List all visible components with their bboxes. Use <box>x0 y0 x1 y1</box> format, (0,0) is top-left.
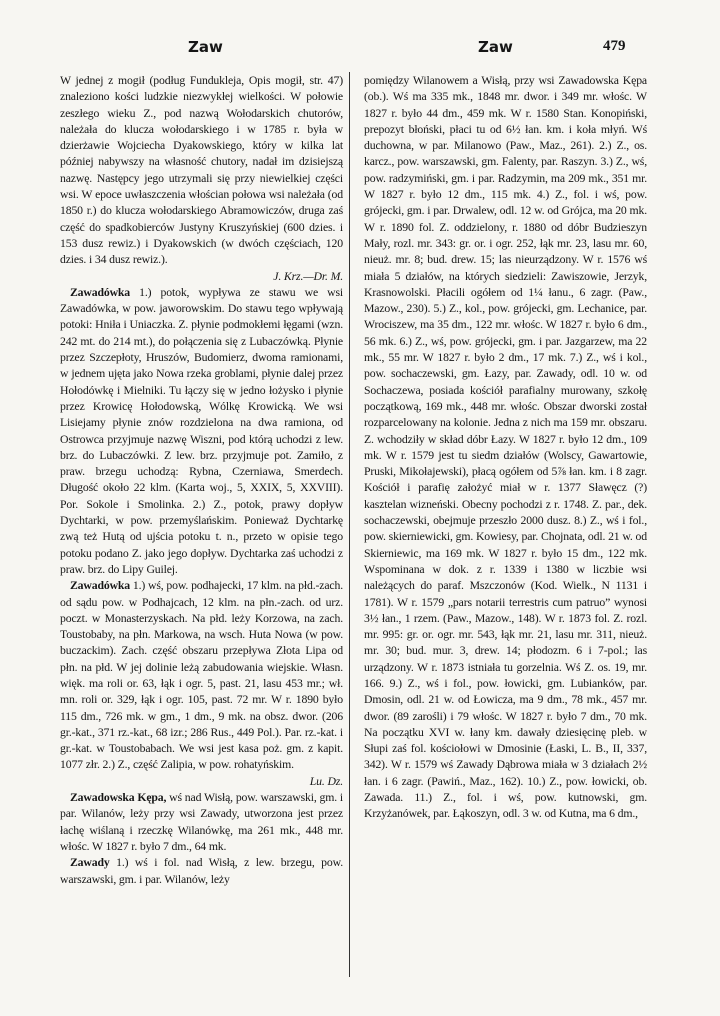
entry-headword: Zawadówka <box>70 285 131 299</box>
entry-body: 1.) potok, wypływa ze stawu we wsi Zawadówka, w pow. jaworowskim. Do stawu tego wpływają potoki: Hniła i Uniaczka. Z. płynie podmokłemi łęgami (wzn. 242 mt. do 214 mt.), do połączenia się z Lubaczówką. Płynie przez Szczepłoty, Hruszów, Budomierz, dwoma ramionami, w jednem ujęta jako Nowa rzeka groblami, płynie dalej przez Hołodówkę i Mielniki. Tu łączy się w jedno łożysko i płynie przez Krowicę Hołodowską, Wólkę Krowicką. We wsi Lisiejamy płynie znów rozdzielona na dwa ramiona, od Ostrowca przyjmuje nazwę Wiszni, pod którą uchodzi z lew. brz. do Lubaczówki. Z lew. brz. przyjmuje pot. Zamiło, z praw. brzegu uchodzą: Rybna, Czerniawa, Smerdech. Długość około 22 klm. (Karta woj., 5, XXIX, 5, XXVIII). Por. Sokole i Smolinka. 2.) Z., potok, prawy dopływ Dychtarki, w pow. przemyślańskim. Ponieważ Dychtarkę zwą też Hutą od ujścia potoku t. n., przeto w opisie tego potoku podano Z. jako jego dopływ. Dychtarka zaś uchodzi z praw. brz. do Lipy Guilej. <box>60 285 343 576</box>
entry-headword: Zawady <box>70 856 110 870</box>
paragraph-continuation: W jednej z mogił (podług Fundukleja, Opis mogił, str. 47) znaleziono kości ludzkie niezwykłej wielkości. W połowie zeszłego wieku Z., pod nazwą Wołodarskich chutorów, należała do klucza wołodarskiego i w 1785 r. była w dzierżawie Wojciecha Dyakowskiego, który w kilka lat później nabywszy na własność chutory, nadał im dzisiejszą nazwę. Następcy jego utrzymali się przy niewielkiej części wsi. W epoce uwłaszczenia włościan połowa wsi należała (od 1850 r.) do klucza wołodarskiego Abramowiczów, druga zaś część do spadkobierców Justyny Kruszyńskiej (600 dzies. i 153 dusz rewiz.) i Dyakowskich (w dwóch częściach, 120 dzies. i 34 dusz rewiz.). <box>60 74 343 267</box>
author-signature: Lu. Dz. <box>309 774 343 788</box>
entry-zawady-continued: pomiędzy Wilanowem a Wisłą, przy wsi Zawadowska Kępa (ob.). Wś ma 335 mk., 1848 mr. dwor. i 349 mr. włośc. W 1827 r. było 44 dm., 459 mk. W r. 1580 Stan. Konopiński, prepozyt błoński, płaci tu od 6½ łan. km. i koła młyń. Wś duchowna, w par. Milanowo (Paw., Maz., 261). 2.) Z., os. karcz., pow. warszawski, gm. Falenty, par. Raszyn. 3.) Z., wś, pow. radzymiński, gm. i par. Radzymin, ma 209 mk., 351 mr. W 1827 r. było 12 dm., 115 mk. 4.) Z., fol. i wś, pow. grójecki, gm. i par. Drwalew, odl. 12 w. od Grójca, ma 20 mk. W r. 1890 fol. Z. oddzielony, r. 1880 od dóbr Budzieszyn Mały, rozl. mr. 343: gr. or. i ogr. 252, łąk mr. 23, lasu mr. 60, nieuż. mr. 8; bud. drew. 15; las nieurządzony. W r. 1576 wś miała 5 działów, na których siedzieli: Zawiszowie, Jerzyk, Krasnowolski. Płacili ogółem od 1¼ łanu., 6 zagr. (Paw., Mazow., 230). 5.) Z., kol., pow. grójecki, gm. Lechanice, par. Wrociszew, ma 35 dm., 122 mr. włośc. W 1827 r. było 6 dm., 56 mk. 6.) Z., wś, pow. grójecki, gm. i par. Jazgarzew, ma 22 mk., 55 mr. W 1827 r. było 2 dm., 17 mk. 7.) Z., wś i kol., pow. sochaczewski, gm. Łazy, par. Zawady, odl. 10 w. od Sochaczewa, posiada kościół parafialny murowany, szkołę początkową, 169 mk., 448 mr. włośc. Obszar dworski został rozparcelowany na kolonie. Jedna z nich ma 159 mr. obszaru. Z. wchodziły w skład dóbr Łazy. W 1827 r. było 12 dm., 109 mk. W r. 1579 jest tu siedm działów (Wolscy, Gawartowie, Pruski, Mikołajewski), płacą ogółem od 5⅞ łan. km. i 8 zagr. Kościół i parafię założyć miał w r. 1377 Sławęcz (?) kasztelan wizneński. Obecny pochodzi z r. 1748. Z. par., dek. sochaczewski, obejmuje przeszło 2000 dusz. 8.) Z., wś i fol., pow. skierniewicki, gm. Kowiesy, par. Chojnata, odl. 21 w. od Skierniewic, ma 169 mk. W 1827 r. było 15 dm., 122 mk. Wspominana w dok. z r. 1339 i 1380 w liczbie wsi należących do paraf. Mszczonów (Kod. Wielk., N 1131 i 1781). W r. 1579 „pars notarii terrestris cum patruo” wynosi 3½ łan., 1 rzem. (Paw., Mazow., 148). W r. 1873 fol. Z. rozl. mr. 995: gr. or. ogr. mr. 543, łąk mr. 21, lasu mr. 311, nieuż. mr. 30; bud. mur. 3, drew. 14; płodozm. 6 i 7-pol.; las urządzony. W r. 1873 istniała tu gorzelnia. Wś Z. os. 19, mr. 166. 9.) Z., wś i fol., pow. łowicki, gm. Lubianków, par. Dmosin, odl. 21 w. od Łowicza, ma 9 dm., 78 mk., 457 mr. dwor. (89 zarośli) i 79 włośc. W 1827 r. było 7 dm., 70 mk. Na początku XVI w. łany km. dawały dziesięcinę pleb. w Słupi zaś fol. kościołowi w Dmosinie (Łaski, L. B., II, 337, 342). W r. 1579 wś Zawady Dąbrowa miała w 3 działach 2½ łan. i 6 zagr. (Pawiń., Maz., 162). 10.) Z., pow. łowicki, ob. Zawada. 11.) Z., fol. i wś, pow. kutnowski, gm. Krzyżanówek, par. Łąkoszyn, odl. 3 w. od Kutna, ma 6 dm., <box>364 74 647 821</box>
column-divider <box>349 72 350 977</box>
page-number: 479 <box>603 38 626 54</box>
author-signature: J. Krz.—Dr. M. <box>273 269 343 283</box>
entry-zawadowka-village <box>60 578 343 774</box>
entry-body: wś nad Wisłą, pow. warszawski, gm. i par. Wilanów, leży przy wsi Zawady, utworzona jest przez łachę wiślaną i rzeczkę Wilanówkę, ma 261 mk., 448 mr. włośc. W 1827 r. było 7 dm., 64 mk. <box>60 791 343 853</box>
header-left-keyword: Zaw <box>188 38 223 56</box>
entry-zawadowska-kepa <box>60 790 343 855</box>
entry-body: 1.) wś, pow. podhajecki, 17 klm. na płd.-zach. od sądu pow. w Podhajcach, 12 klm. na płn.-zach. od urz. poczt. w Monasterzyskach. Na płd. leży Korzowa, na zach. Toustobaby, na płn. Markowa, na wsch. Huta Nowa (w pow. buczackim). Zach. część obszaru przepływa Złota Lipa od płn. na płd. W jej dolinie leżą zabudowania wiejskie. Własn. więk. ma roli or. 63, łąk i ogr. 5, past. 21, lasu 453 mr.; wł. mn. roli or. 329, łąk i ogr. 105, past. 72 mr. W r. 1890 było 115 dm., 726 mk. w gm., 1 dm., 9 mk. na obsz. dwor. (206 gr.-kat., 371 rz.-kat., 68 izr.; 286 Rus., 449 Pol.). Par. rz.-kat. i gr.-kat. w Toustobabach. We wsi jest kasa poż. gm. z kapit. 1077 złr. 2.) Z., część Zalipia, w pow. rohatyńskim. <box>60 579 343 772</box>
entry-headword: Zawadówka <box>70 579 131 593</box>
left-column <box>60 73 343 888</box>
entry-zawady <box>60 855 343 888</box>
entry-headword: Zawadowska Kępa, <box>70 791 167 805</box>
right-column <box>364 73 647 823</box>
header-right-keyword: Zaw <box>478 38 513 56</box>
entry-zawadowka-stream <box>60 285 343 578</box>
running-header <box>0 38 720 58</box>
entry-body: 1.) wś i fol. nad Wisłą, z lew. brzegu, pow. warszawski, gm. i par. Wilanów, leży <box>60 856 343 886</box>
